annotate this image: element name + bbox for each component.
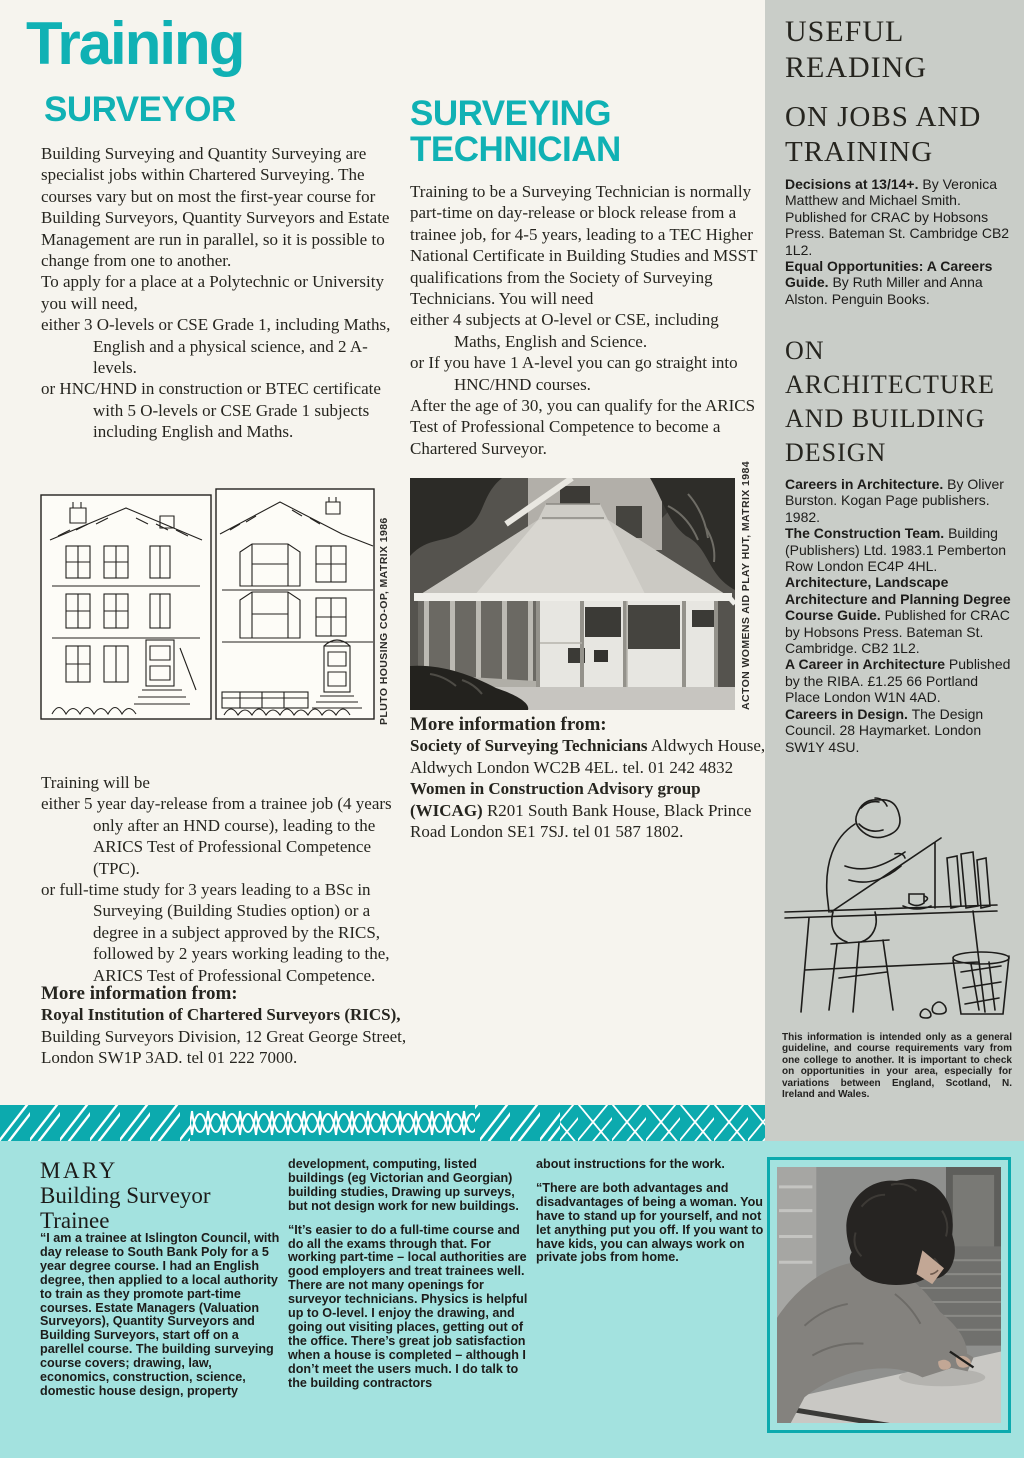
contact-details: Aldwych House, Aldwych London WC2B 4EL. tel. 01 242 4832 [410, 736, 766, 777]
sidebar-heading: USEFUL READING [785, 15, 927, 84]
technician-requirement: or If you have 1 A-level you can go straight into HNC/HND courses. [410, 353, 738, 394]
book-title: Decisions at 13/14+. [785, 176, 919, 192]
book-details: Building (Publishers) Ltd. 1983.1 Pemberton Row London EC4P 4HL. [785, 525, 1007, 575]
book-entry [785, 706, 1011, 755]
profile-photo-frame [767, 1157, 1011, 1433]
contact-name: Society of Surveying Technicians [410, 736, 648, 756]
page-title: Training [26, 10, 244, 77]
more-info-heading: More information from: [410, 714, 607, 735]
technician-section-heading: SURVEYING TECHNICIAN [410, 94, 621, 169]
profile-section [0, 1141, 1024, 1458]
book-entry [785, 176, 1011, 258]
book-title: The Construction Team. [785, 525, 945, 542]
reader-sketch-illustration [775, 762, 1015, 1020]
profile-paragraph: “There are both advantages and disadvantages of being a woman. You have to stand up for yourself, and not let anything put you off. If you want to have kids, you can always work on private jobs from home. [536, 1180, 764, 1265]
profile-paragraph: development, computing, listed buildings (eg Victorian and Georgian) building studies, Drawing up surveys, but not design work for new buildings. [288, 1157, 519, 1213]
book-details: By Ruth Miller and Anna Alston. Penguin Books. [785, 274, 983, 307]
contact-details: R201 South Bank House, Black Prince Road London SE1 7SJ. tel 01 587 1802. [410, 800, 752, 842]
contact-entry [41, 1004, 413, 1068]
training-option: or full-time study for 3 years leading to a BSc in Surveying (Building Studies option) or a degree in a subject approved by the RICS, followed by 2 years working leading to the, ARICS Test of Professional Competence. [41, 880, 390, 985]
surveyor-intro-paragraph: Building Surveying and Quantity Surveying are specialist jobs within Chartered Surveying. The courses vary but on most the first-year course for Building Surveyors, Quantity Surveyors and Estate Management are run in parallel, so it is possible to change from one to another. [41, 144, 390, 271]
surveyor-section-heading: SURVEYOR [44, 90, 236, 129]
profile-paragraph: “It’s easier to do a full-time course and do all the exams through that. For working part-time – local authorities are good employers and treat trainees well. There are not many openings for surveyor technicians. Physics is helpful up to O-level. I enjoy the drawing, and going out visiting places, getting out of the office. There’s great job satisfaction when a house is completed – although I don’t meet the users much. I do talk to the building contractors [288, 1222, 528, 1390]
profile-column-2 [288, 1158, 531, 1401]
architecture-design-heading: ON ARCHITECTURE AND BUILDING DESIGN [785, 336, 995, 467]
book-details: Published by the RIBA. £1.25 66 Portland Place London W1N 4AD. [785, 656, 1011, 706]
contact-entry [410, 778, 772, 842]
reader-sketch [775, 762, 1015, 1020]
play-hut-photo [410, 478, 735, 710]
profile-column-1 [40, 1232, 283, 1409]
houses-illustration [40, 488, 375, 726]
surveyor-apply-paragraph: To apply for a place at a Polytechnic or University you will need, [41, 272, 384, 313]
surveyor-more-info [41, 983, 413, 1069]
book-entry [785, 656, 1011, 705]
training-option: either 5 year day-release from a trainee job (4 years only after an HND course), leading to the ARICS Test of Professional Competence (TPC). [41, 794, 392, 878]
band-pattern [0, 1105, 765, 1141]
book-title: Equal Opportunities: A Careers Guide. [785, 258, 993, 291]
play-hut-photo-credit: ACTON WOMENS AID PLAY HUT, MATRIX 1984 [740, 461, 752, 710]
surveyor-requirement: or HNC/HND in construction or BTEC certificate with 5 O-levels or CSE Grade 1 subjects including English and Maths. [41, 379, 381, 442]
contact-name: Women in Construction Advisory group (WICAG) [410, 779, 701, 820]
architecture-book-list [785, 476, 1011, 755]
book-entry [785, 525, 1011, 574]
contact-name: Royal Institution of Chartered Surveyors (RICS), [41, 1005, 401, 1025]
profile-paragraph: “I am a trainee at Islington Council, with day release to South Bank Poly for a 5 year degree course. I had an English degree, then applied to a local authority to train as they promote part-time courses. Estate Managers (Valuation Surveyors), Quantity Surveyors and Building Surveyors, start off on a parellel course. The building surveying course covers; drawing, law, economics, construction, science, domestic house design, property [40, 1231, 280, 1398]
profile-heading [40, 1158, 211, 1233]
profile-paragraph: about instructions for the work. [536, 1157, 725, 1171]
book-entry [785, 258, 1011, 307]
technician-after30-paragraph: After the age of 30, you can qualify for the ARICS Test of Professional Competence to become a Chartered Surveyor. [410, 396, 756, 458]
contact-entry [410, 735, 772, 778]
play-hut-illustration [410, 478, 735, 710]
book-title: Architecture, Landscape Architecture and Planning Degree Course Guide. [785, 574, 1011, 624]
jobs-training-heading: ON JOBS AND TRAINING [785, 101, 982, 168]
training-lead: Training will be [41, 773, 150, 792]
book-details: The Design Council. 28 Haymarket. London SW1Y 4SU. [785, 705, 984, 755]
book-title: Careers in Architecture. [785, 476, 944, 492]
technician-more-info [410, 714, 772, 842]
technician-requirement: either 4 subjects at O-level or CSE, including Maths, English and Science. [410, 310, 719, 351]
book-details: Published for CRAC by Hobsons Press. Bateman St. Cambridge. CB2 1L2. [785, 607, 1010, 657]
book-title: Careers in Design. [785, 705, 908, 722]
houses-photo-credit: PLUTO HOUSING CO-OP, MATRIX 1986 [378, 517, 390, 725]
decorative-band [0, 1105, 765, 1141]
book-details: By Oliver Burston. Kogan Page publishers. 1982. [785, 476, 1004, 525]
book-details: By Veronica Matthew and Michael Smith. Published for CRAC by Hobsons Press. Bateman St. Cambridge CB2 1L2. [785, 176, 1010, 258]
book-title: A Career in Architecture [785, 656, 946, 673]
sidebar-disclaimer: This information is intended only as a general guideline, and course requirements vary from one college to another. It is important to check on opportunities in your area, especially for variations between England, Scotland, N. Ireland and Wales. [782, 1032, 1012, 1101]
useful-reading-sidebar [765, 0, 1024, 1141]
surveyor-requirement: either 3 O-levels or CSE Grade 1, including Maths, English and a physical science, and 2 A-levels. [41, 315, 391, 378]
profile-role-line1: Building Surveyor [40, 1183, 211, 1208]
profile-name: MARY [40, 1158, 118, 1183]
jobs-book-list [785, 176, 1011, 307]
houses-line-drawing [40, 488, 375, 726]
book-entry [785, 574, 1011, 656]
technician-intro-block [410, 181, 762, 459]
profile-photo [777, 1167, 1001, 1423]
profile-role-line2: Trainee [40, 1208, 110, 1233]
technician-intro-paragraph: Training to be a Surveying Technician is normally part-time on day-release or block release from a trainee job, for 4-5 years, leading to a TEC Higher National Certificate in Building Studies and MSST qualifications from the Society of Surveying Technicians. You will need [410, 182, 758, 309]
more-info-heading: More information from: [41, 983, 238, 1004]
profile-column-3 [536, 1158, 768, 1275]
book-entry [785, 476, 1011, 525]
contact-details: Building Surveyors Division, 12 Great George Street, London SW1P 3AD. tel 01 222 7000. [41, 1026, 407, 1068]
surveyor-intro-block [41, 143, 401, 443]
surveyor-training-block [41, 772, 407, 986]
